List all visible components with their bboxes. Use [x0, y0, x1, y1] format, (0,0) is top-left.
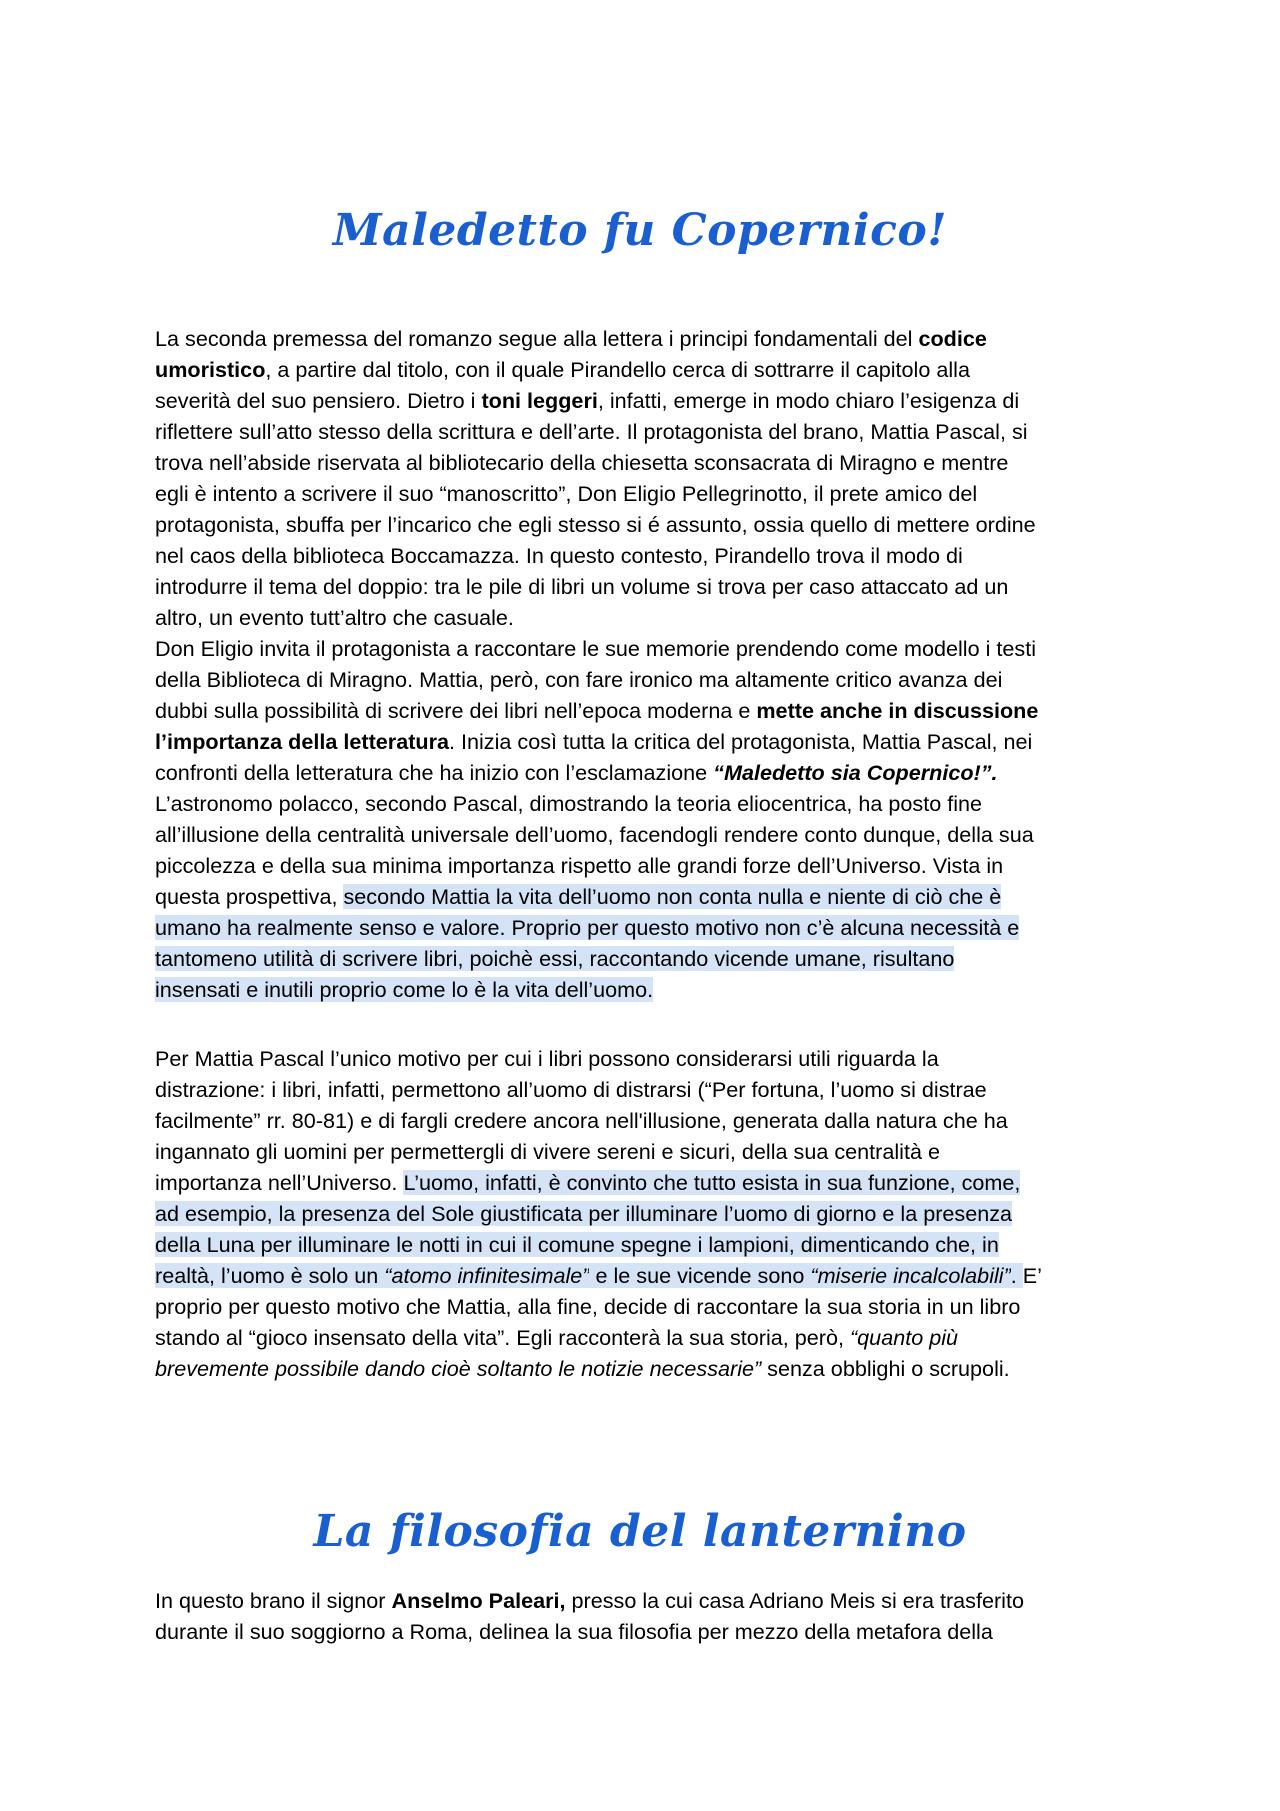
highlighted-text: “miserie incalcolabili” — [810, 1263, 1011, 1288]
text-run: confronti della letteratura che ha inizio con l’esclamazione — [155, 760, 714, 785]
text-run: distrazione: i libri, infatti, permettono all’uomo di distrarsi (“Per fortuna, l’uomo si distrae — [155, 1077, 987, 1102]
text-run: durante il suo soggiorno a Roma, delinea la sua filosofia per mezzo della metafora della — [155, 1619, 993, 1644]
text-line — [155, 881, 1130, 912]
text-run: ingannato gli uomini per permettergli di vivere sereni e sicuri, della sua centralità e — [155, 1139, 940, 1164]
text-line — [155, 788, 1130, 819]
text-run: l’importanza della letteratura — [155, 729, 449, 754]
text-line — [155, 1043, 1130, 1074]
text-run: Per Mattia Pascal l’unico motivo per cui i libri possono considerarsi utili riguarda la — [155, 1046, 939, 1071]
text-line — [155, 540, 1130, 571]
text-run: stando al “gioco insensato della vita”. Egli racconterà la sua storia, però, — [155, 1325, 850, 1350]
text-run: . Inizia così tutta la critica del protagonista, Mattia Pascal, nei — [449, 729, 1033, 754]
highlighted-text: secondo Mattia la vita dell’uomo non conta nulla e niente di ciò che è — [343, 884, 1002, 909]
text-line — [155, 1260, 1130, 1291]
text-run: codice — [918, 326, 987, 351]
highlighted-text: umano ha realmente senso e valore. Proprio per questo motivo non c’è alcuna necessità e — [155, 915, 1020, 940]
text-run: “quanto più — [849, 1325, 959, 1350]
text-line — [155, 695, 1130, 726]
section-title: La filosofia del lanternino — [313, 1506, 967, 1557]
text-line — [155, 1229, 1130, 1260]
text-run: mette anche in discussione — [756, 698, 1039, 723]
text-line — [155, 1105, 1130, 1136]
text-line — [155, 850, 1130, 881]
text-run: all’illusione della centralità universale dell’uomo, facendogli rendere conto dunque, della sua — [155, 822, 1034, 847]
section-title: Maledetto fu Copernico! — [332, 205, 948, 256]
text-run: senza obblighi o scrupoli. — [761, 1356, 1010, 1381]
text-line — [155, 819, 1130, 850]
text-line — [155, 943, 1130, 974]
highlighted-text: ad esempio, la presenza del Sole giustificata per illuminare l’uomo di giorno e la presenza — [155, 1201, 1013, 1226]
text-run: , infatti, emerge in modo chiaro l’esigenza di — [597, 388, 1020, 413]
text-run: presso la cui casa Adriano Meis si era trasferito — [565, 1588, 1024, 1613]
text-line — [155, 1616, 1130, 1647]
highlighted-text: tantomeno utilità di scrivere libri, poichè essi, raccontando vicende umane, risultano — [155, 946, 955, 971]
text-line — [155, 571, 1130, 602]
text-line — [155, 602, 1130, 633]
highlighted-text: L’uomo, infatti, è convinto che tutto esista in sua funzione, come, — [403, 1170, 1021, 1195]
text-run: E’ — [1022, 1263, 1042, 1288]
text-line — [155, 1074, 1130, 1105]
text-line — [155, 1198, 1130, 1229]
highlighted-text: realtà, l’uomo è solo un — [155, 1263, 385, 1288]
text-line — [155, 664, 1130, 695]
text-line — [155, 323, 1130, 354]
text-line — [155, 416, 1130, 447]
text-run: Anselmo Paleari, — [391, 1588, 566, 1613]
text-run: dubbi sulla possibilità di scrivere dei libri nell’epoca moderna e — [155, 698, 757, 723]
text-line — [155, 447, 1130, 478]
text-run: della Biblioteca di Miragno. Mattia, però, con fare ironico ma altamente critico avanza dei — [155, 667, 1003, 692]
text-run: In questo brano il signor — [155, 1588, 392, 1613]
text-run: importanza nell’Universo. — [155, 1170, 404, 1195]
text-run: proprio per questo motivo che Mattia, alla fine, decide di raccontare la sua storia in un libro — [155, 1294, 1021, 1319]
text-run: facilmente” rr. 80-81) e di fargli credere ancora nell'illusione, generata dalla natura che ha — [155, 1108, 1008, 1133]
text-run: brevemente possibile dando cioè soltanto le notizie necessarie” — [155, 1356, 762, 1381]
text-run: introdurre il tema del doppio: tra le pile di libri un volume si trova per caso attaccato ad un — [155, 574, 1009, 599]
text-run: severità del suo pensiero. Dietro i — [155, 388, 482, 413]
text-run: Don Eligio invita il protagonista a raccontare le sue memorie prendendo come modello i testi — [155, 636, 1037, 661]
text-run: nel caos della biblioteca Boccamazza. In questo contesto, Pirandello trova il modo di — [155, 543, 963, 568]
text-line — [155, 354, 1130, 385]
text-line — [155, 1291, 1130, 1322]
highlighted-text: della Luna per illuminare le notti in cui il comune spegne i lampioni, dimenticando che, in — [155, 1232, 999, 1257]
text-line — [155, 1322, 1130, 1353]
text-run: , a partire dal titolo, con il quale Pirandello cerca di sottrarre il capitolo alla — [265, 357, 970, 382]
text-line — [155, 385, 1130, 416]
highlighted-text: “atomo infinitesimale” — [384, 1263, 590, 1288]
text-run: altro, un evento tutt’altro che casuale. — [155, 605, 514, 630]
text-run: protagonista, sbuffa per l’incarico che egli stesso si é assunto, ossia quello di mettere ordine — [155, 512, 1036, 537]
text-run: toni leggeri — [481, 388, 598, 413]
paragraph — [155, 323, 1130, 1005]
text-line — [155, 912, 1130, 943]
text-run: riflettere sull’atto stesso della scrittura e dell’arte. Il protagonista del brano, Mattia Pascal, si — [155, 419, 1028, 444]
text-line — [155, 974, 1130, 1005]
text-line — [155, 1353, 1130, 1384]
text-run: L’astronomo polacco, secondo Pascal, dimostrando la teoria eliocentrica, ha posto fine — [155, 791, 983, 816]
highlighted-text: e le sue vicende sono — [589, 1263, 811, 1288]
text-line — [155, 1167, 1130, 1198]
text-line — [155, 478, 1130, 509]
text-line — [155, 509, 1130, 540]
text-line — [155, 726, 1130, 757]
text-line — [155, 1136, 1130, 1167]
highlighted-text: insensati e inutili proprio come lo è la vita dell’uomo. — [155, 977, 654, 1002]
text-run: umoristico — [155, 357, 266, 382]
text-run: “Maledetto sia Copernico!”. — [713, 760, 998, 785]
text-run: La seconda premessa del romanzo segue alla lettera i principi fondamentali del — [155, 326, 919, 351]
text-line — [155, 633, 1130, 664]
paragraph — [155, 1043, 1130, 1384]
paragraph — [155, 1585, 1130, 1647]
text-run: egli è intento a scrivere il suo “manoscritto”, Don Eligio Pellegrinotto, il prete amico del — [155, 481, 978, 506]
highlighted-text: . — [1010, 1263, 1023, 1288]
text-run: questa prospettiva, — [155, 884, 344, 909]
text-run: trova nell’abside riservata al bibliotecario della chiesetta sconsacrata di Miragno e mentre — [155, 450, 1009, 475]
text-run: piccolezza e della sua minima importanza rispetto alle grandi forze dell’Universo. Vista in — [155, 853, 1004, 878]
text-line — [155, 1585, 1130, 1616]
text-line — [155, 757, 1130, 788]
